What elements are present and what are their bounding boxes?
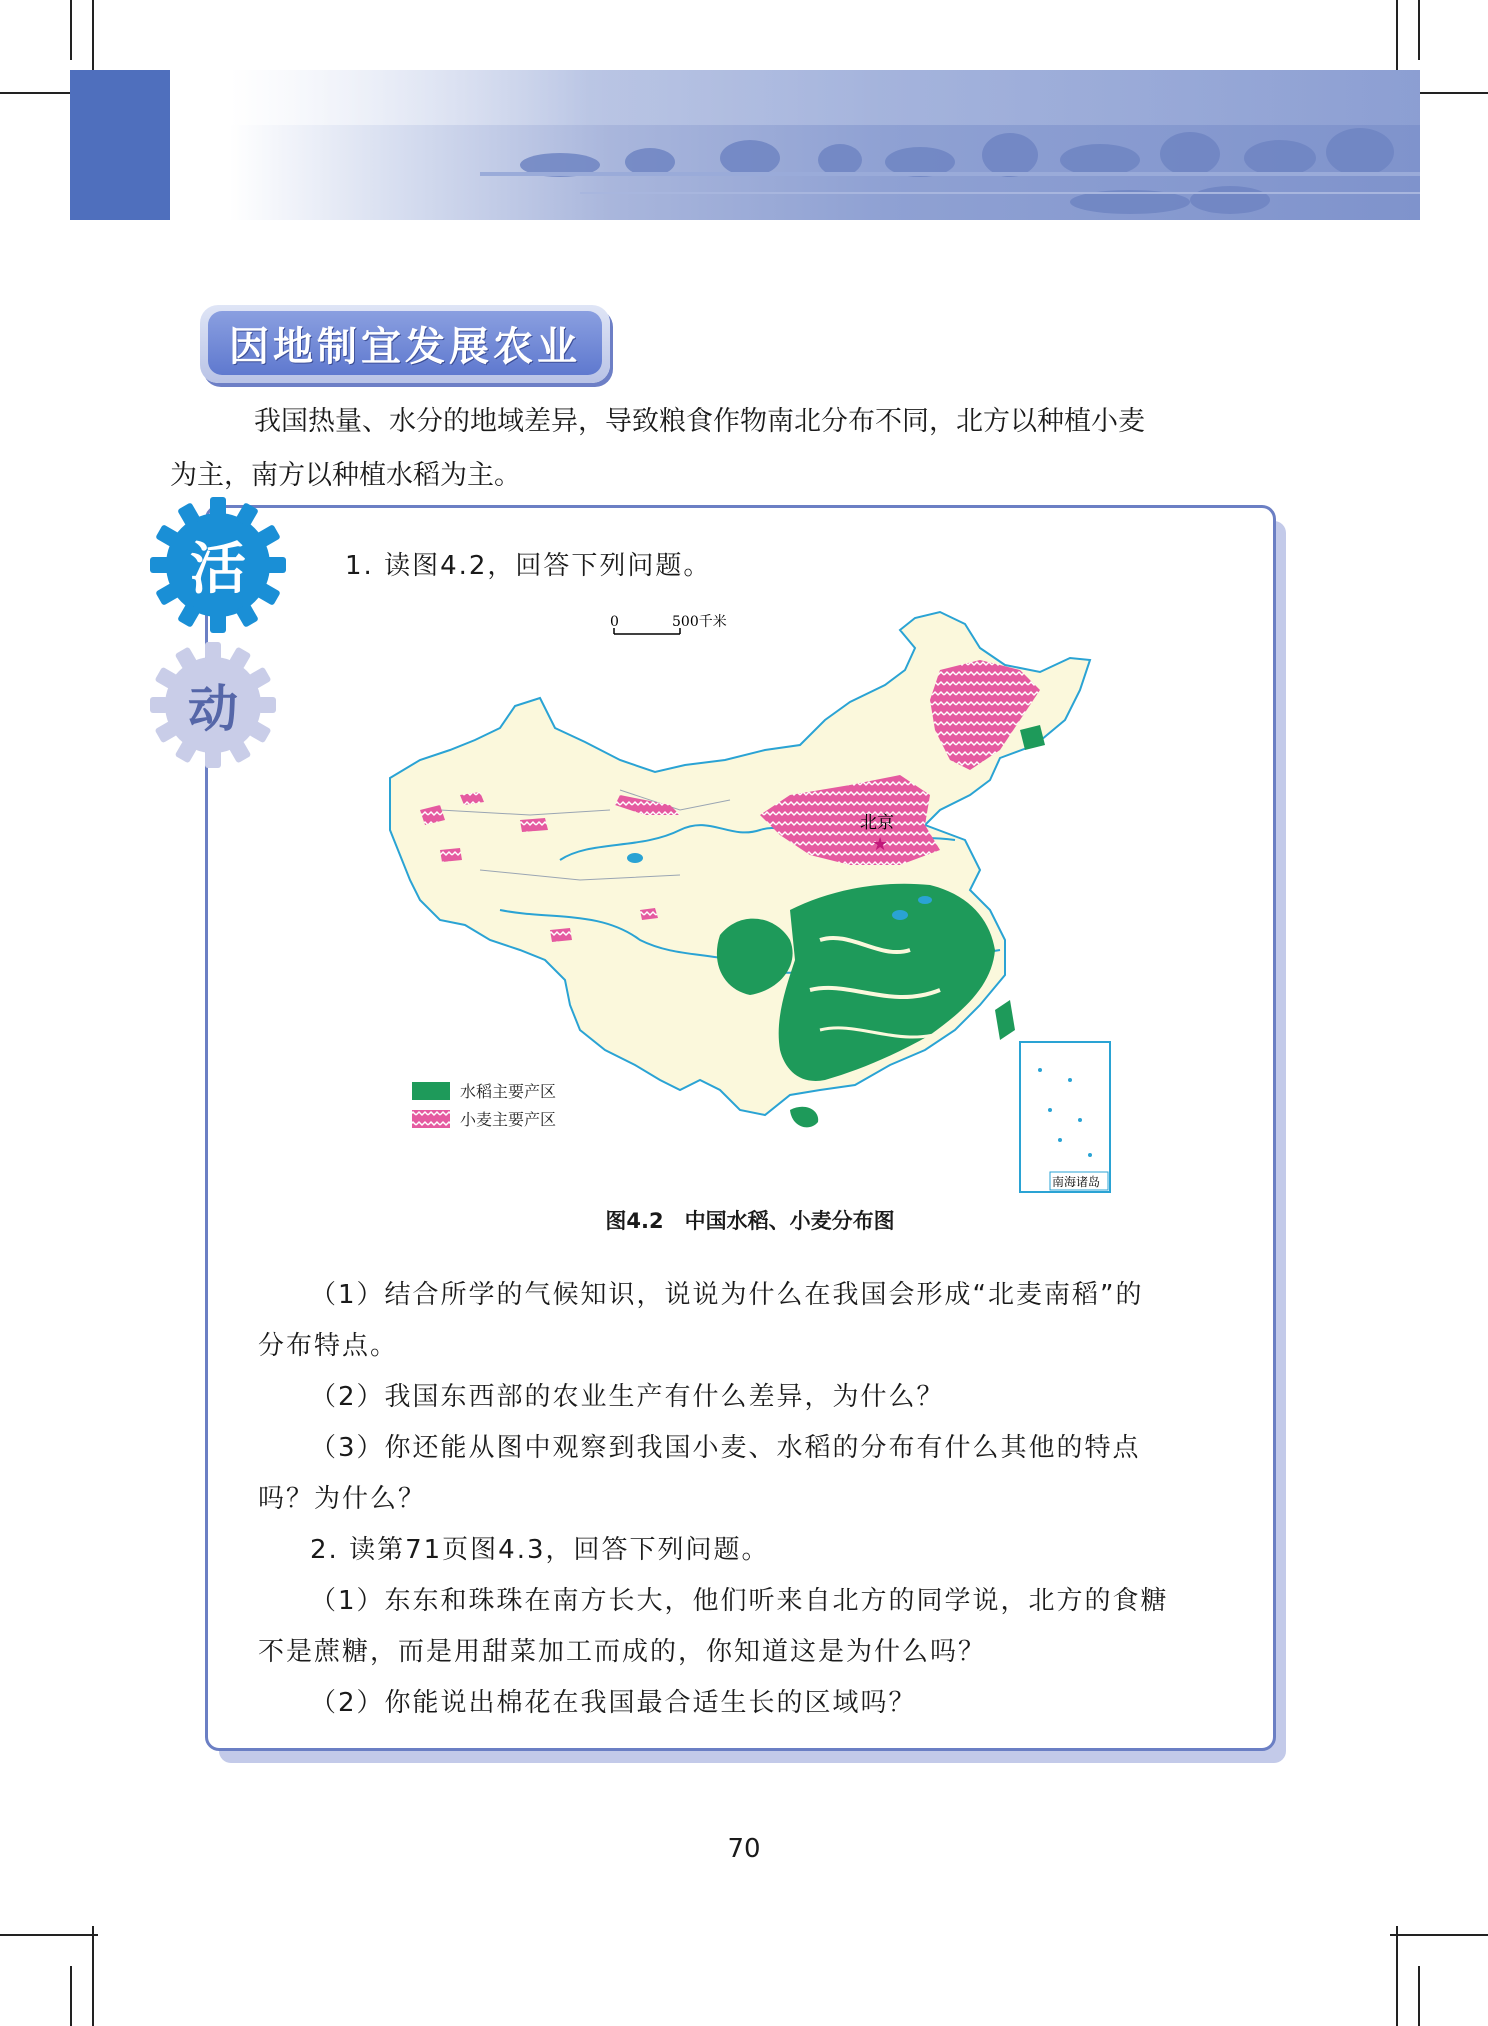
question-list (258, 1270, 1243, 1729)
question-line: 分布特点。 (258, 1331, 399, 1361)
question-line: （3）你还能从图中观察到我国小麦、水稻的分布有什么其他的特点 (310, 1433, 1141, 1463)
crop-mark (1418, 1966, 1420, 2026)
legend-rice-swatch (412, 1082, 450, 1100)
section-title: 因地制宜发展农业 (208, 311, 602, 375)
map-city-label: 北京 (860, 813, 894, 833)
intro-paragraph (170, 395, 1280, 503)
header-color-block (70, 70, 170, 220)
wheat-region-tibet (550, 928, 572, 942)
wheat-region-tibet (640, 908, 658, 920)
question-line: （1）东东和珠珠在南方长大，他们听来自北方的同学说，北方的食糖 (310, 1586, 1169, 1616)
wheat-region-xinjiang (440, 848, 462, 862)
crop-mark (1390, 1934, 1488, 1936)
question-line: （2）我国东西部的农业生产有什么差异，为什么？ (310, 1382, 945, 1412)
activity-badge-bottom: 动 (188, 680, 238, 738)
capital-star-icon: ★ (872, 834, 889, 855)
question-line: （1）结合所学的气候知识，说说为什么在我国会形成“北麦南稻”的 (310, 1280, 1144, 1310)
question-line: 2. 读第71页图4.3，回答下列问题。 (310, 1535, 770, 1565)
legend-rice-label: 水稻主要产区 (460, 1082, 557, 1101)
activity-badge-top: 活 (190, 537, 246, 602)
header-landscape-banner (230, 70, 1420, 220)
wheat-region-xinjiang (520, 818, 548, 832)
crop-mark (70, 0, 72, 60)
rice-region-taiwan (995, 1000, 1015, 1040)
figure-caption: 图4.2 中国水稻、小麦分布图 (605, 1209, 895, 1233)
intro-line: 我国热量、水分的地域差异，导致粮食作物南北分布不同，北方以种植小麦 (254, 406, 1145, 437)
crop-mark (1396, 1926, 1398, 2026)
question-line: （2）你能说出棉花在我国最合适生长的区域吗？ (310, 1688, 917, 1718)
scale-zero: 0 (610, 614, 619, 630)
crop-mark (70, 1966, 72, 2026)
crop-mark (0, 1934, 98, 1936)
question-1: 1. 读图4.2，回答下列问题。 (345, 551, 712, 581)
question-line: 不是蔗糖，而是用甜菜加工而成的，你知道这是为什么吗？ (258, 1637, 987, 1667)
legend-wheat-swatch (412, 1110, 450, 1128)
inset-label: 南海诸岛 (1052, 1175, 1101, 1189)
page-number: 70 (727, 1834, 761, 1864)
legend-wheat-label: 小麦主要产区 (460, 1110, 557, 1129)
south-sea-inset (1020, 1042, 1110, 1192)
crop-mark (1418, 0, 1420, 60)
rice-region-hainan (790, 1107, 818, 1128)
china-crop-map (380, 610, 1140, 1200)
scale-label: 500千米 (672, 614, 727, 630)
rice-region-south (779, 884, 995, 1081)
crop-mark (92, 1926, 94, 2026)
question-line: 吗？为什么？ (258, 1484, 427, 1514)
section-title-badge (200, 305, 610, 383)
intro-line: 为主，南方以种植水稻为主。 (170, 460, 521, 491)
